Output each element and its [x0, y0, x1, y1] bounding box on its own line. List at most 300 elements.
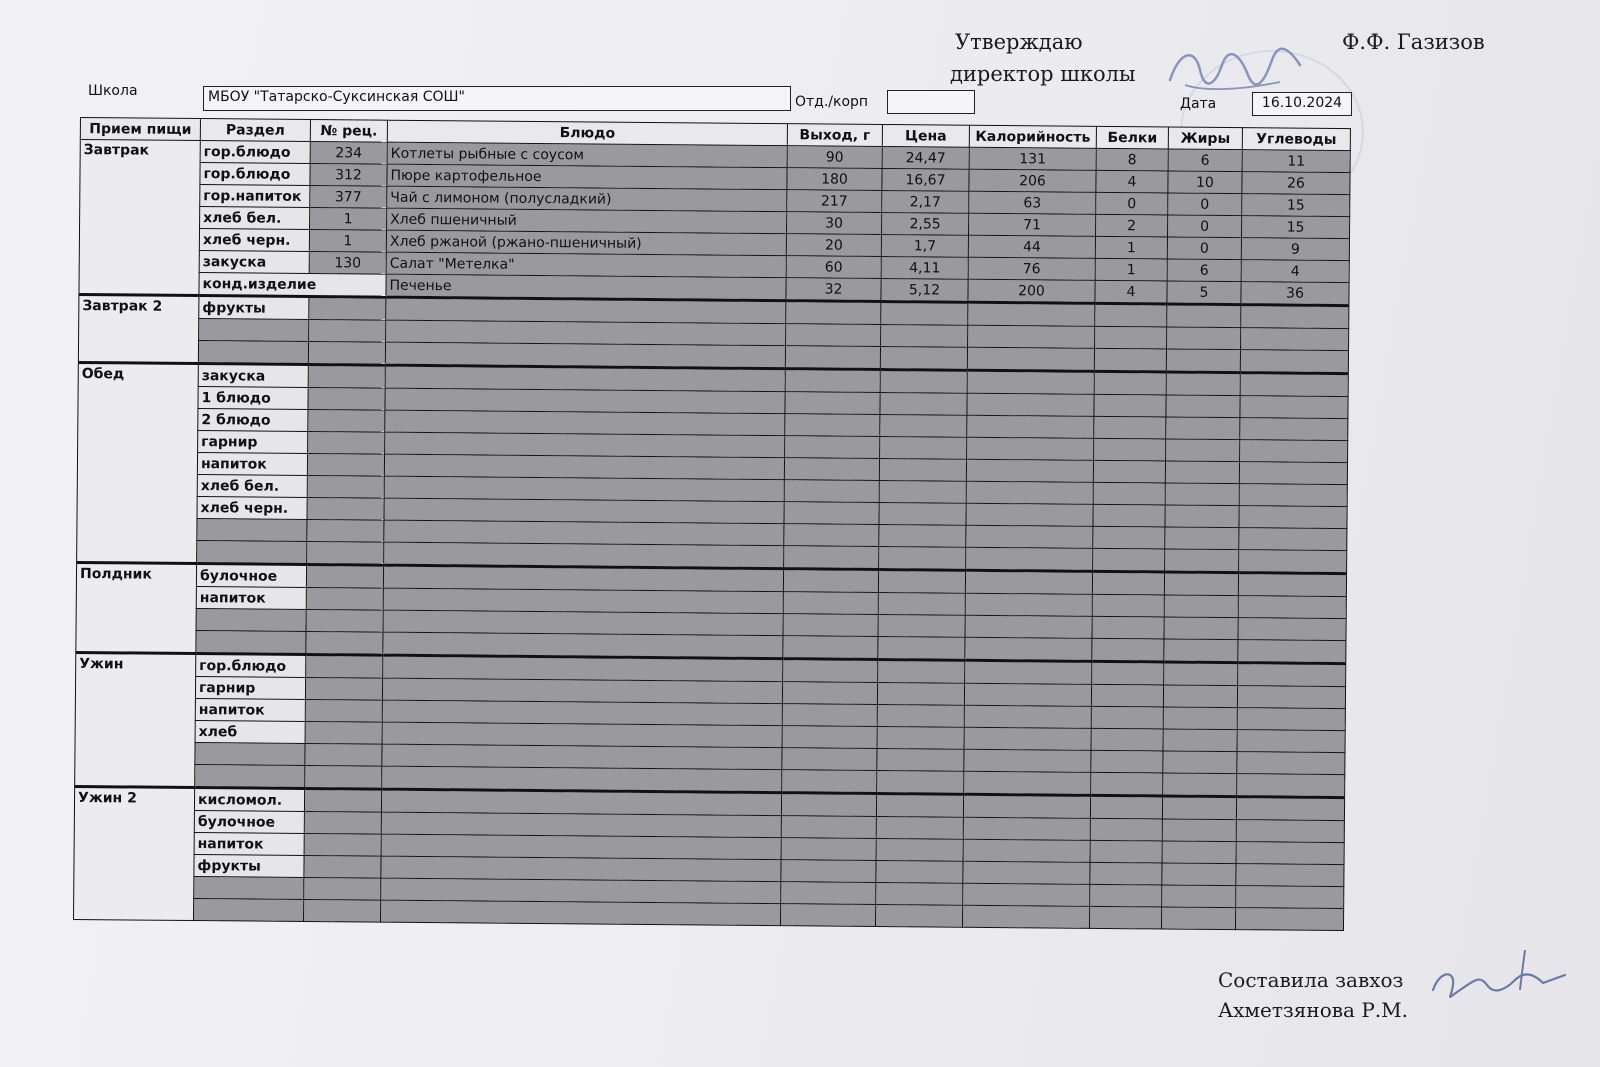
- value-cell: 131: [969, 147, 1096, 170]
- empty-cell: [785, 436, 880, 459]
- empty-cell: [878, 636, 965, 660]
- value-cell: 0: [1168, 193, 1242, 216]
- empty-cell: [305, 721, 382, 744]
- empty-cell: [1093, 526, 1165, 549]
- empty-cell: [783, 659, 878, 683]
- empty-cell: [876, 838, 963, 861]
- empty-cell: [1239, 484, 1347, 507]
- section-cell: фрукты: [199, 296, 309, 320]
- section-cell: хлеб черн.: [199, 229, 309, 252]
- empty-cell: [306, 609, 383, 632]
- section-cell: 2 блюдо: [198, 409, 308, 432]
- empty-cell: [384, 542, 784, 568]
- empty-cell: [878, 659, 965, 683]
- empty-cell: [965, 637, 1092, 661]
- dish-cell: Салат "Метелка": [386, 252, 786, 277]
- meal-name: Обед: [77, 362, 199, 563]
- empty-cell: [782, 770, 877, 794]
- section-cell: напиток: [197, 453, 307, 476]
- value-cell: 32: [786, 278, 881, 302]
- empty-cell: [1165, 549, 1239, 573]
- empty-cell: [1166, 439, 1240, 462]
- section-cell: [196, 609, 306, 632]
- empty-cell: [1236, 864, 1344, 887]
- empty-cell: [1163, 707, 1237, 730]
- empty-cell: [1095, 303, 1167, 327]
- value-cell: 1: [1095, 236, 1167, 259]
- section-cell: хлеб черн.: [197, 497, 307, 520]
- empty-cell: [381, 789, 781, 815]
- empty-cell: [784, 502, 879, 525]
- empty-cell: [1237, 774, 1345, 798]
- section-cell: [197, 519, 307, 542]
- empty-cell: [304, 855, 381, 878]
- empty-cell: [1239, 550, 1347, 574]
- value-cell: 0: [1096, 192, 1168, 215]
- empty-cell: [783, 614, 878, 637]
- value-cell: 26: [1242, 172, 1350, 195]
- empty-cell: [875, 904, 962, 927]
- section-cell: конд.изделие: [199, 273, 386, 298]
- value-cell: 5: [1167, 281, 1241, 305]
- section-cell: фрукты: [194, 855, 304, 878]
- empty-cell: [1164, 572, 1238, 596]
- menu-table: [73, 117, 1351, 931]
- empty-cell: [307, 519, 384, 542]
- value-cell: 234: [310, 142, 387, 165]
- value-cell: 8: [1096, 148, 1168, 171]
- section-cell: [196, 631, 306, 655]
- empty-cell: [303, 899, 380, 922]
- empty-cell: [879, 524, 966, 547]
- section-cell: гарнир: [195, 677, 305, 700]
- empty-cell: [1237, 686, 1345, 709]
- empty-cell: [1237, 752, 1345, 775]
- empty-cell: [1238, 618, 1346, 641]
- value-cell: 20: [786, 234, 881, 257]
- empty-cell: [1163, 773, 1237, 797]
- empty-cell: [1240, 350, 1348, 374]
- col-header: Прием пищи: [80, 118, 200, 141]
- empty-cell: [304, 833, 381, 856]
- empty-cell: [1236, 842, 1344, 865]
- empty-cell: [962, 905, 1089, 928]
- empty-cell: [785, 346, 880, 370]
- value-cell: 16,67: [882, 169, 969, 192]
- value-cell: 2: [1095, 214, 1167, 237]
- empty-cell: [1093, 548, 1165, 572]
- compiled-by-label: Составила завхоз: [1218, 968, 1404, 992]
- empty-cell: [1239, 506, 1347, 529]
- empty-cell: [1092, 661, 1164, 685]
- empty-cell: [1090, 818, 1162, 841]
- value-cell: 6: [1167, 259, 1241, 282]
- empty-cell: [385, 342, 785, 368]
- empty-cell: [1162, 863, 1236, 886]
- empty-cell: [784, 458, 879, 481]
- empty-cell: [877, 770, 964, 794]
- empty-cell: [1164, 662, 1238, 686]
- empty-cell: [785, 392, 880, 415]
- empty-cell: [880, 414, 967, 437]
- empty-cell: [1239, 528, 1347, 551]
- value-cell: 2,55: [882, 212, 969, 235]
- empty-cell: [1090, 884, 1162, 907]
- empty-cell: [1164, 639, 1238, 663]
- empty-cell: [1164, 595, 1238, 618]
- empty-cell: [1094, 371, 1166, 395]
- value-cell: 1: [309, 230, 386, 253]
- value-cell: 63: [969, 191, 1096, 214]
- empty-cell: [880, 346, 967, 370]
- value-cell: 1: [1095, 258, 1167, 281]
- empty-cell: [1236, 797, 1344, 821]
- empty-cell: [968, 302, 1095, 326]
- empty-cell: [1164, 617, 1238, 640]
- empty-cell: [1095, 326, 1167, 349]
- empty-cell: [781, 816, 876, 839]
- empty-cell: [1237, 730, 1345, 753]
- empty-cell: [307, 541, 384, 565]
- empty-cell: [386, 297, 786, 323]
- empty-cell: [876, 793, 963, 817]
- empty-cell: [1090, 795, 1162, 819]
- col-header: Жиры: [1168, 127, 1242, 150]
- empty-cell: [1240, 440, 1348, 463]
- school-name-field: МБОУ "Татарско-Суксинская СОШ": [203, 86, 791, 111]
- empty-cell: [1167, 304, 1241, 328]
- empty-cell: [1162, 796, 1236, 820]
- empty-cell: [965, 570, 1092, 594]
- empty-cell: [967, 370, 1094, 394]
- empty-cell: [880, 369, 967, 393]
- section-cell: [194, 877, 304, 900]
- empty-cell: [1092, 571, 1164, 595]
- empty-cell: [783, 592, 878, 615]
- section-cell: напиток: [195, 699, 305, 722]
- empty-cell: [1093, 482, 1165, 505]
- value-cell: 10: [1168, 171, 1242, 194]
- section-cell: булочное: [194, 811, 304, 834]
- empty-cell: [785, 369, 880, 393]
- school-label: Школа: [88, 83, 138, 99]
- empty-cell: [1089, 906, 1161, 929]
- section-cell: [199, 319, 309, 342]
- empty-cell: [1162, 819, 1236, 842]
- empty-cell: [306, 564, 383, 588]
- empty-cell: [309, 297, 386, 321]
- empty-cell: [1091, 684, 1163, 707]
- empty-cell: [1165, 483, 1239, 506]
- empty-cell: [1166, 372, 1240, 396]
- empty-cell: [780, 904, 875, 927]
- empty-cell: [877, 748, 964, 771]
- col-header: Цена: [882, 125, 969, 148]
- empty-cell: [1165, 505, 1239, 528]
- col-header: Белки: [1096, 126, 1168, 149]
- section-cell: кисломол.: [194, 788, 304, 812]
- section-cell: гор.напиток: [200, 185, 310, 208]
- col-header: Раздел: [200, 119, 310, 142]
- section-cell: [193, 899, 303, 922]
- value-cell: 1,7: [881, 234, 968, 257]
- dept-field: [887, 90, 975, 114]
- empty-cell: [1237, 708, 1345, 731]
- dish-cell: Хлеб пшеничный: [387, 208, 787, 233]
- section-cell: [195, 765, 305, 789]
- value-cell: 200: [968, 279, 1095, 303]
- empty-cell: [784, 524, 879, 547]
- value-cell: 71: [969, 213, 1096, 236]
- empty-cell: [963, 817, 1090, 840]
- col-header: № рец.: [310, 120, 387, 143]
- section-cell: гор.блюдо: [200, 141, 310, 164]
- empty-cell: [1093, 504, 1165, 527]
- value-cell: 4,11: [881, 256, 968, 279]
- value-cell: 44: [968, 235, 1095, 258]
- empty-cell: [305, 743, 382, 766]
- empty-cell: [963, 861, 1090, 884]
- value-cell: 6: [1168, 149, 1242, 172]
- empty-cell: [966, 525, 1093, 548]
- empty-cell: [781, 882, 876, 905]
- value-cell: 24,47: [882, 147, 969, 170]
- empty-cell: [963, 883, 1090, 906]
- empty-cell: [1235, 908, 1343, 931]
- empty-cell: [1162, 841, 1236, 864]
- value-cell: 5,12: [881, 278, 968, 302]
- empty-cell: [1094, 438, 1166, 461]
- empty-cell: [380, 900, 780, 925]
- empty-cell: [881, 324, 968, 347]
- dish-cell: Пюре картофельное: [387, 164, 787, 189]
- empty-cell: [307, 453, 384, 476]
- empty-cell: [963, 794, 1090, 818]
- empty-cell: [880, 436, 967, 459]
- empty-cell: [1165, 461, 1239, 484]
- section-cell: булочное: [196, 564, 306, 588]
- empty-cell: [308, 431, 385, 454]
- section-cell: напиток: [194, 833, 304, 856]
- empty-cell: [1165, 527, 1239, 550]
- section-cell: гарнир: [198, 431, 308, 454]
- meal-name: Ужин: [75, 652, 196, 787]
- empty-cell: [876, 860, 963, 883]
- empty-cell: [786, 301, 881, 325]
- empty-cell: [306, 631, 383, 655]
- empty-cell: [879, 502, 966, 525]
- empty-cell: [309, 320, 386, 343]
- empty-cell: [1241, 305, 1349, 329]
- col-header: Выход, г: [787, 124, 882, 147]
- empty-cell: [876, 816, 963, 839]
- value-cell: 15: [1241, 216, 1349, 239]
- empty-cell: [1167, 327, 1241, 350]
- empty-cell: [782, 726, 877, 749]
- empty-cell: [1166, 417, 1240, 440]
- empty-cell: [1091, 772, 1163, 796]
- empty-cell: [964, 771, 1091, 795]
- value-cell: 0: [1167, 215, 1241, 238]
- section-cell: [198, 341, 308, 365]
- empty-cell: [877, 726, 964, 749]
- value-cell: 2,17: [882, 191, 969, 214]
- compiler-signature: [1425, 945, 1575, 1015]
- value-cell: 377: [310, 186, 387, 209]
- section-cell: хлеб бел.: [200, 207, 310, 230]
- value-cell: 217: [787, 190, 882, 213]
- empty-cell: [786, 324, 881, 347]
- value-cell: 180: [787, 168, 882, 191]
- value-cell: 1: [310, 208, 387, 231]
- empty-cell: [1240, 373, 1348, 397]
- empty-cell: [783, 569, 878, 593]
- empty-cell: [1092, 616, 1164, 639]
- empty-cell: [1091, 728, 1163, 751]
- empty-cell: [305, 699, 382, 722]
- empty-cell: [1091, 750, 1163, 773]
- empty-cell: [1238, 663, 1346, 687]
- empty-cell: [878, 592, 965, 615]
- empty-cell: [383, 655, 783, 681]
- value-cell: 60: [786, 256, 881, 279]
- empty-cell: [965, 615, 1092, 638]
- empty-cell: [966, 547, 1093, 571]
- value-cell: 9: [1241, 238, 1349, 261]
- empty-cell: [1092, 638, 1164, 662]
- empty-cell: [307, 497, 384, 520]
- empty-cell: [1161, 907, 1235, 930]
- value-cell: 312: [310, 164, 387, 187]
- empty-cell: [1094, 416, 1166, 439]
- empty-cell: [1238, 640, 1346, 664]
- empty-cell: [1162, 885, 1236, 908]
- empty-cell: [308, 342, 385, 366]
- empty-cell: [877, 682, 964, 705]
- meal-name: Завтрак 2: [78, 294, 199, 363]
- director-signature: [1160, 40, 1310, 100]
- empty-cell: [1090, 840, 1162, 863]
- dish-cell: Чай с лимоном (полусладкий): [387, 186, 787, 211]
- empty-cell: [1093, 460, 1165, 483]
- empty-cell: [1236, 820, 1344, 843]
- empty-cell: [964, 749, 1091, 772]
- empty-cell: [1094, 394, 1166, 417]
- empty-cell: [967, 347, 1094, 371]
- empty-cell: [879, 546, 966, 570]
- empty-cell: [382, 766, 782, 792]
- section-cell: закуска: [198, 364, 308, 388]
- empty-cell: [783, 636, 878, 660]
- empty-cell: [879, 458, 966, 481]
- empty-cell: [785, 414, 880, 437]
- empty-cell: [877, 704, 964, 727]
- empty-cell: [876, 882, 963, 905]
- empty-cell: [782, 682, 877, 705]
- empty-cell: [383, 565, 783, 591]
- empty-cell: [878, 569, 965, 593]
- meal-name: Ужин 2: [73, 786, 194, 920]
- empty-cell: [1240, 418, 1348, 441]
- value-cell: 206: [969, 169, 1096, 192]
- empty-cell: [1090, 862, 1162, 885]
- empty-cell: [304, 877, 381, 900]
- col-header: Калорийность: [969, 125, 1096, 148]
- dept-label: Отд./корп: [795, 94, 869, 110]
- value-cell: 130: [309, 252, 386, 275]
- dish-cell: Печенье: [386, 274, 786, 300]
- col-header: Блюдо: [387, 120, 787, 145]
- dish-cell: Котлеты рыбные с соусом: [387, 142, 787, 167]
- value-cell: 30: [787, 212, 882, 235]
- empty-cell: [1163, 729, 1237, 752]
- value-cell: 4: [1095, 280, 1167, 304]
- director-name: Ф.Ф. Газизов: [1342, 30, 1485, 54]
- empty-cell: [1240, 396, 1348, 419]
- empty-cell: [1163, 685, 1237, 708]
- empty-cell: [304, 811, 381, 834]
- empty-cell: [781, 860, 876, 883]
- empty-cell: [1092, 594, 1164, 617]
- empty-cell: [964, 727, 1091, 750]
- section-cell: закуска: [199, 251, 309, 274]
- empty-cell: [306, 654, 383, 678]
- empty-cell: [304, 788, 381, 812]
- empty-cell: [781, 838, 876, 861]
- empty-cell: [305, 765, 382, 789]
- section-cell: 1 блюдо: [198, 387, 308, 410]
- empty-cell: [1238, 573, 1346, 597]
- value-cell: 4: [1096, 170, 1168, 193]
- empty-cell: [1166, 395, 1240, 418]
- empty-cell: [881, 301, 968, 325]
- empty-cell: [784, 546, 879, 570]
- value-cell: 76: [968, 257, 1095, 280]
- empty-cell: [964, 683, 1091, 706]
- empty-cell: [1094, 348, 1166, 372]
- empty-cell: [308, 365, 385, 389]
- empty-cell: [880, 392, 967, 415]
- empty-cell: [383, 632, 783, 658]
- value-cell: 15: [1242, 194, 1350, 217]
- empty-cell: [1239, 462, 1347, 485]
- value-cell: 0: [1167, 237, 1241, 260]
- empty-cell: [308, 388, 385, 411]
- empty-cell: [964, 705, 1091, 728]
- empty-cell: [965, 660, 1092, 684]
- date-label: Дата: [1180, 96, 1217, 112]
- value-cell: 11: [1242, 150, 1350, 173]
- empty-cell: [879, 480, 966, 503]
- meal-name: Полдник: [76, 562, 197, 653]
- empty-cell: [307, 475, 384, 498]
- empty-cell: [308, 410, 385, 433]
- meal-name: Завтрак: [79, 140, 200, 296]
- empty-cell: [1166, 349, 1240, 373]
- section-cell: хлеб: [195, 721, 305, 744]
- section-cell: гор.блюдо: [196, 654, 306, 678]
- empty-cell: [967, 437, 1094, 460]
- empty-cell: [306, 587, 383, 610]
- empty-cell: [968, 325, 1095, 348]
- section-cell: хлеб бел.: [197, 475, 307, 498]
- empty-cell: [966, 503, 1093, 526]
- empty-cell: [781, 793, 876, 817]
- empty-cell: [967, 393, 1094, 416]
- empty-cell: [966, 481, 1093, 504]
- empty-cell: [1091, 706, 1163, 729]
- section-cell: гор.блюдо: [200, 163, 310, 186]
